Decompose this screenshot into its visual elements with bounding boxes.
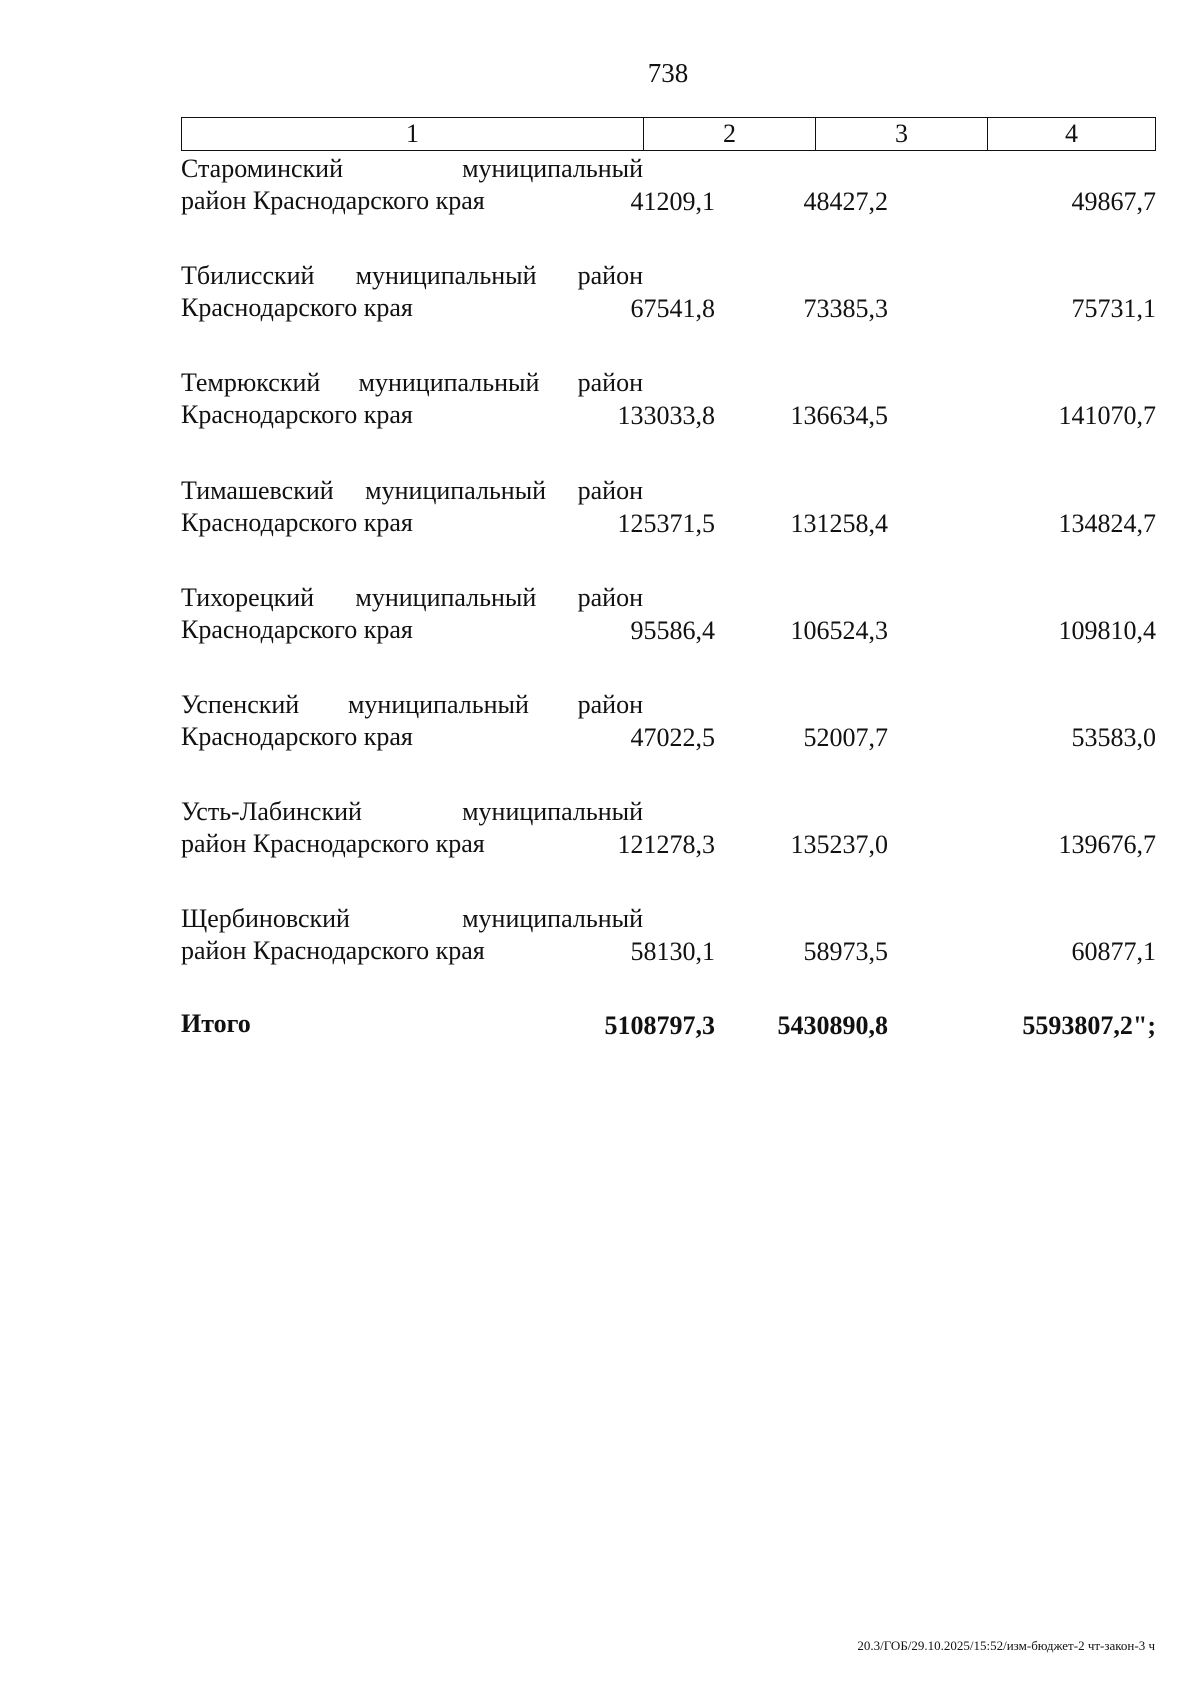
row-value-col-3: 106524,3 <box>790 615 888 645</box>
row-name-line-2: Краснодарского края <box>181 721 413 751</box>
row-name-line-1: Темрюкский муниципальный район <box>181 368 643 398</box>
row-value-col-3: 58973,5 <box>803 937 888 967</box>
row-value-col-4: 60877,1 <box>1071 937 1156 967</box>
row-value-col-2: 125371,5 <box>617 508 715 538</box>
row-value-col-4: 141070,7 <box>1058 401 1156 431</box>
row-name-line-2: Краснодарского края <box>181 614 413 644</box>
row-name-line-2: район Краснодарского края <box>181 829 485 859</box>
row-value-col-2: 121278,3 <box>617 830 715 860</box>
row-value-col-4: 139676,7 <box>1058 830 1156 860</box>
row-value-col-4: 134824,7 <box>1058 508 1156 538</box>
row-name-line-2: Краснодарского края <box>181 293 413 323</box>
table-row <box>181 903 1156 1010</box>
row-value-col-2: 47022,5 <box>630 722 715 752</box>
table-row <box>181 689 1156 796</box>
row-value-col-3: 48427,2 <box>803 187 888 216</box>
row-value-col-3: 73385,3 <box>803 294 888 324</box>
row-name-line-1: Успенский муниципальный район <box>181 689 643 719</box>
table-row <box>181 582 1156 689</box>
table-row <box>181 796 1156 903</box>
row-value-col-3: 135237,0 <box>790 830 888 860</box>
total-value-col-4: 5593807,2"; <box>1022 1011 1156 1040</box>
row-name-line-1: Тимашевский муниципальный район <box>181 475 643 505</box>
row-value-col-2: 67541,8 <box>630 294 715 324</box>
row-value-col-3: 136634,5 <box>790 401 888 431</box>
row-name-line-2: район Краснодарского края <box>181 936 485 966</box>
row-name-line-1: Староминский муниципальный <box>181 154 643 183</box>
document-footer: 20.3/ГОБ/29.10.2025/15:52/изм-бюджет-2 чт-закон-3 ч <box>857 1638 1155 1653</box>
row-name <box>181 367 643 431</box>
row-value-col-2: 95586,4 <box>630 615 715 645</box>
header-col-3: 3 <box>816 118 988 150</box>
row-value-col-4: 49867,7 <box>1071 187 1156 216</box>
row-value-col-3: 131258,4 <box>790 508 888 538</box>
total-label: Итого <box>181 1009 251 1038</box>
header-col-4: 4 <box>1065 119 1078 148</box>
header-col-2: 2 <box>644 118 816 150</box>
row-name-line-1: Тихорецкий муниципальный район <box>181 582 643 612</box>
row-name <box>181 475 643 539</box>
row-name <box>181 903 643 967</box>
table-header <box>181 117 1156 151</box>
row-name-line-1: Щербиновский муниципальный <box>181 904 643 934</box>
row-name <box>181 260 643 324</box>
row-value-col-4: 109810,4 <box>1058 615 1156 645</box>
table-body <box>181 153 1156 1011</box>
row-value-col-2: 58130,1 <box>630 937 715 967</box>
row-value-col-4: 53583,0 <box>1071 722 1156 752</box>
row-name-line-2: район Краснодарского края <box>181 186 485 215</box>
row-name-line-1: Усть-Лабинский муниципальный <box>181 797 643 827</box>
total-value-col-2: 5108797,3 <box>604 1011 715 1040</box>
row-name-line-1: Тбилисский муниципальный район <box>181 261 643 291</box>
table-row <box>181 475 1156 582</box>
row-value-col-4: 75731,1 <box>1071 294 1156 324</box>
table-row <box>181 260 1156 367</box>
row-name <box>181 582 643 646</box>
row-name <box>181 153 643 217</box>
total-value-col-3: 5430890,8 <box>777 1011 888 1040</box>
table-row <box>181 367 1156 474</box>
total-row <box>181 1009 1156 1049</box>
row-name <box>181 796 643 860</box>
row-value-col-3: 52007,7 <box>803 722 888 752</box>
row-value-col-2: 133033,8 <box>617 401 715 431</box>
row-name-line-2: Краснодарского края <box>181 507 413 537</box>
header-col-1: 1 <box>182 118 644 150</box>
row-value-col-2: 41209,1 <box>630 187 715 216</box>
table-row <box>181 153 1156 260</box>
row-name-line-2: Краснодарского края <box>181 400 413 430</box>
page-number: 738 <box>647 58 689 88</box>
row-name <box>181 689 643 753</box>
